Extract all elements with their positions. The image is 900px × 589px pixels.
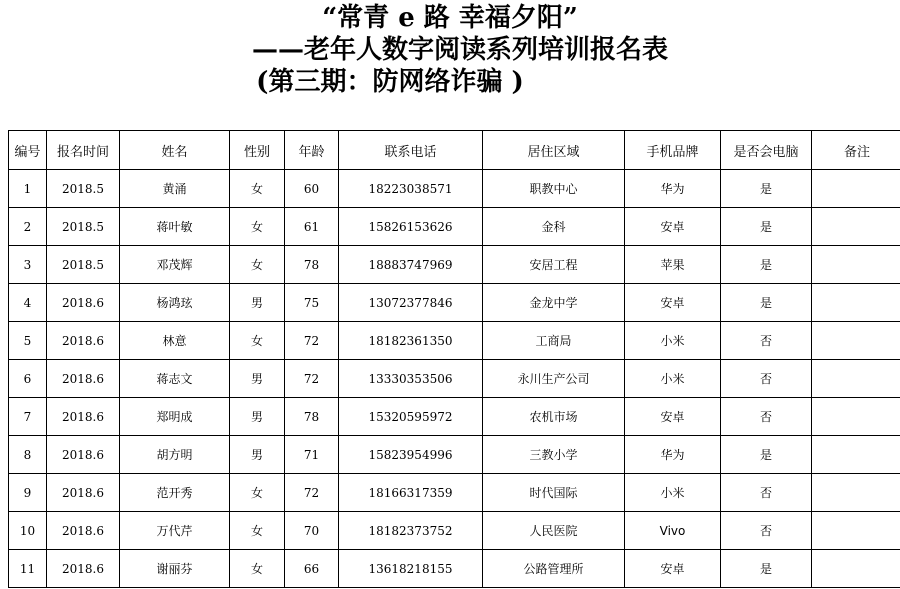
header-name: 姓名 <box>120 131 230 170</box>
cell-date: 2018.6 <box>47 474 120 512</box>
cell-gender: 男 <box>230 436 285 474</box>
cell-number: 10 <box>9 512 47 550</box>
cell-note <box>812 398 900 436</box>
cell-date: 2018.6 <box>47 512 120 550</box>
cell-brand: 安卓 <box>625 550 721 588</box>
cell-date: 2018.6 <box>47 436 120 474</box>
cell-gender: 女 <box>230 170 285 208</box>
cell-name: 谢丽芬 <box>120 550 230 588</box>
cell-age: 78 <box>285 246 339 284</box>
cell-note <box>812 246 900 284</box>
cell-note <box>812 360 900 398</box>
cell-brand: 小米 <box>625 360 721 398</box>
cell-note <box>812 170 900 208</box>
header-area: 居住区域 <box>483 131 625 170</box>
cell-computer: 是 <box>721 550 812 588</box>
cell-note <box>812 436 900 474</box>
cell-phone: 18166317359 <box>339 474 483 512</box>
cell-computer: 否 <box>721 360 812 398</box>
table-row <box>9 512 900 550</box>
table-row <box>9 322 900 360</box>
cell-gender: 女 <box>230 550 285 588</box>
cell-gender: 男 <box>230 360 285 398</box>
cell-gender: 女 <box>230 322 285 360</box>
registration-table <box>8 130 900 588</box>
cell-note <box>812 550 900 588</box>
cell-number: 3 <box>9 246 47 284</box>
cell-name: 黄涌 <box>120 170 230 208</box>
table-row <box>9 436 900 474</box>
cell-number: 5 <box>9 322 47 360</box>
cell-brand: 安卓 <box>625 284 721 322</box>
cell-date: 2018.5 <box>47 170 120 208</box>
cell-phone: 18182361350 <box>339 322 483 360</box>
table-row <box>9 208 900 246</box>
cell-area: 人民医院 <box>483 512 625 550</box>
cell-gender: 女 <box>230 208 285 246</box>
cell-area: 职教中心 <box>483 170 625 208</box>
cell-phone: 15320595972 <box>339 398 483 436</box>
table-row <box>9 170 900 208</box>
cell-gender: 女 <box>230 512 285 550</box>
cell-brand: 安卓 <box>625 398 721 436</box>
table-header-row <box>9 131 900 170</box>
cell-brand: 小米 <box>625 474 721 512</box>
cell-number: 8 <box>9 436 47 474</box>
table-row <box>9 284 900 322</box>
cell-name: 邓茂辉 <box>120 246 230 284</box>
cell-age: 70 <box>285 512 339 550</box>
cell-number: 2 <box>9 208 47 246</box>
cell-brand: 华为 <box>625 170 721 208</box>
table-body <box>9 170 900 588</box>
cell-area: 农机市场 <box>483 398 625 436</box>
table-row <box>9 246 900 284</box>
cell-area: 金龙中学 <box>483 284 625 322</box>
cell-phone: 13330353506 <box>339 360 483 398</box>
cell-age: 72 <box>285 360 339 398</box>
cell-area: 三教小学 <box>483 436 625 474</box>
cell-phone: 15823954996 <box>339 436 483 474</box>
cell-area: 金科 <box>483 208 625 246</box>
cell-name: 万代芹 <box>120 512 230 550</box>
cell-computer: 否 <box>721 398 812 436</box>
cell-computer: 否 <box>721 512 812 550</box>
header-phone: 联系电话 <box>339 131 483 170</box>
cell-number: 9 <box>9 474 47 512</box>
cell-number: 11 <box>9 550 47 588</box>
cell-phone: 18883747969 <box>339 246 483 284</box>
cell-gender: 女 <box>230 474 285 512</box>
cell-phone: 13072377846 <box>339 284 483 322</box>
header-date: 报名时间 <box>47 131 120 170</box>
cell-name: 林意 <box>120 322 230 360</box>
cell-date: 2018.5 <box>47 246 120 284</box>
cell-age: 72 <box>285 474 339 512</box>
cell-gender: 男 <box>230 398 285 436</box>
cell-number: 4 <box>9 284 47 322</box>
header-age: 年龄 <box>285 131 339 170</box>
cell-age: 71 <box>285 436 339 474</box>
cell-name: 杨鸿玹 <box>120 284 230 322</box>
cell-phone: 18223038571 <box>339 170 483 208</box>
cell-area: 永川生产公司 <box>483 360 625 398</box>
cell-computer: 是 <box>721 208 812 246</box>
cell-brand: Vivo <box>625 512 721 550</box>
cell-name: 蒋叶敏 <box>120 208 230 246</box>
header-number: 编号 <box>9 131 47 170</box>
title-line-1: “常青 e 路 幸福夕阳” <box>322 3 578 33</box>
cell-gender: 女 <box>230 246 285 284</box>
cell-name: 蒋志文 <box>120 360 230 398</box>
cell-phone: 18182373752 <box>339 512 483 550</box>
cell-number: 1 <box>9 170 47 208</box>
cell-note <box>812 474 900 512</box>
cell-area: 时代国际 <box>483 474 625 512</box>
cell-computer: 是 <box>721 436 812 474</box>
cell-name: 范开秀 <box>120 474 230 512</box>
cell-brand: 安卓 <box>625 208 721 246</box>
title-line-3: (第三期：防网络诈骗 ) <box>256 67 524 97</box>
cell-age: 75 <box>285 284 339 322</box>
cell-age: 72 <box>285 322 339 360</box>
cell-computer: 是 <box>721 170 812 208</box>
cell-age: 66 <box>285 550 339 588</box>
cell-age: 61 <box>285 208 339 246</box>
cell-age: 60 <box>285 170 339 208</box>
cell-computer: 是 <box>721 284 812 322</box>
cell-date: 2018.5 <box>47 208 120 246</box>
cell-phone: 15826153626 <box>339 208 483 246</box>
cell-date: 2018.6 <box>47 360 120 398</box>
cell-date: 2018.6 <box>47 398 120 436</box>
header-computer: 是否会电脑 <box>721 131 812 170</box>
cell-note <box>812 284 900 322</box>
table-row <box>9 474 900 512</box>
cell-brand: 华为 <box>625 436 721 474</box>
header-note: 备注 <box>812 131 900 170</box>
cell-date: 2018.6 <box>47 550 120 588</box>
cell-brand: 小米 <box>625 322 721 360</box>
cell-computer: 否 <box>721 474 812 512</box>
cell-date: 2018.6 <box>47 284 120 322</box>
cell-gender: 男 <box>230 284 285 322</box>
title-line-2: ——老年人数字阅读系列培训报名表 <box>251 35 668 65</box>
cell-area: 工商局 <box>483 322 625 360</box>
cell-name: 胡方明 <box>120 436 230 474</box>
cell-computer: 否 <box>721 322 812 360</box>
header-brand: 手机品牌 <box>625 131 721 170</box>
table-row <box>9 550 900 588</box>
cell-note <box>812 208 900 246</box>
cell-date: 2018.6 <box>47 322 120 360</box>
cell-name: 郑明成 <box>120 398 230 436</box>
header-gender: 性别 <box>230 131 285 170</box>
cell-area: 公路管理所 <box>483 550 625 588</box>
document-title <box>0 0 900 98</box>
cell-age: 78 <box>285 398 339 436</box>
cell-phone: 13618218155 <box>339 550 483 588</box>
cell-computer: 是 <box>721 246 812 284</box>
table-row <box>9 398 900 436</box>
cell-area: 安居工程 <box>483 246 625 284</box>
cell-note <box>812 322 900 360</box>
cell-number: 7 <box>9 398 47 436</box>
cell-number: 6 <box>9 360 47 398</box>
cell-brand: 苹果 <box>625 246 721 284</box>
cell-note <box>812 512 900 550</box>
table-row <box>9 360 900 398</box>
